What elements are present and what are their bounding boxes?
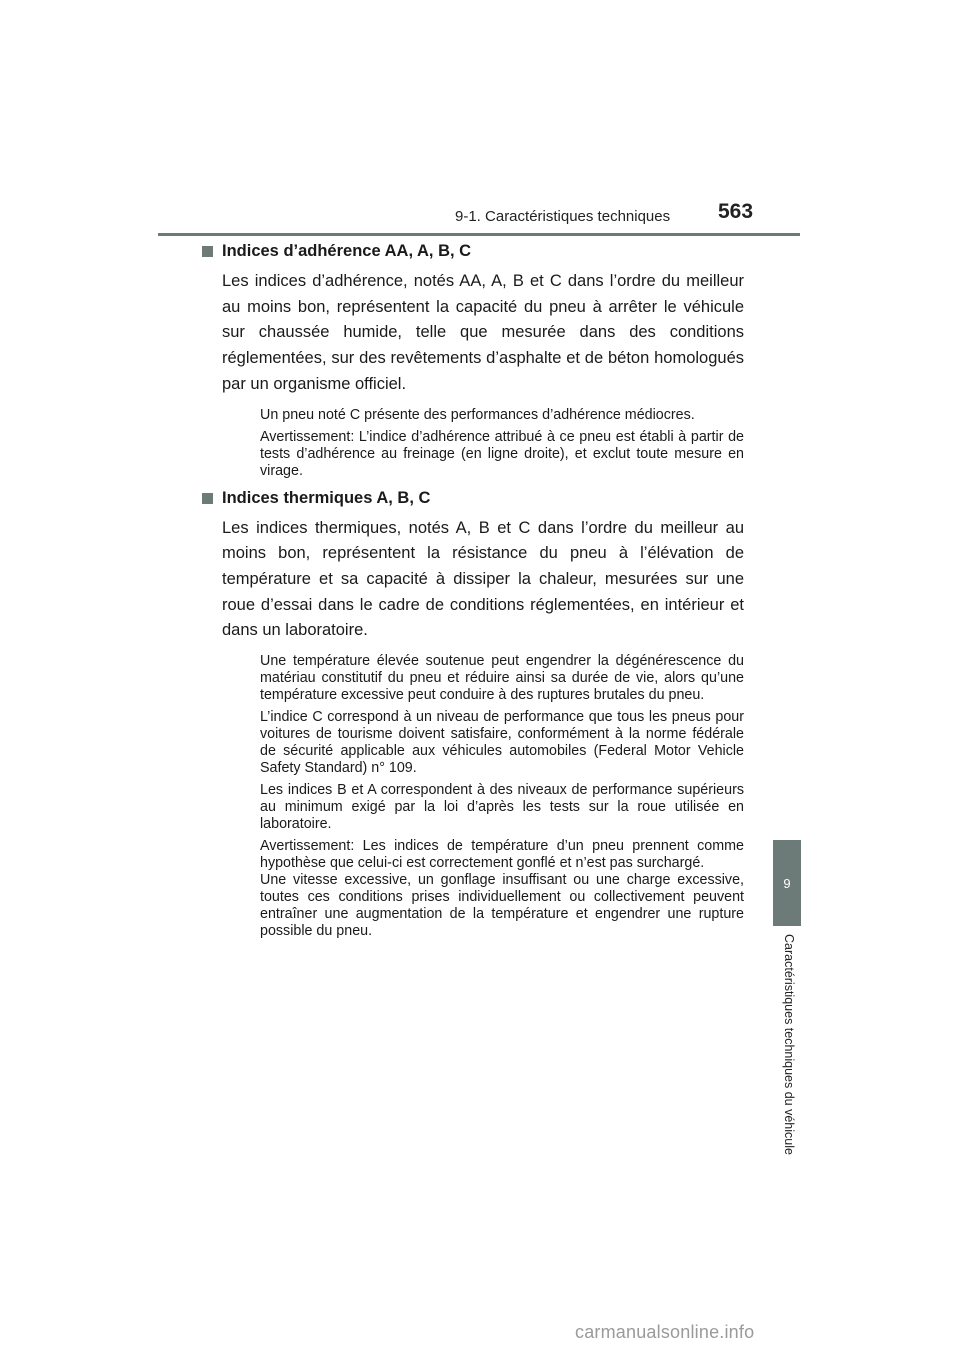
square-bullet-icon (202, 246, 213, 257)
note-item: Une température élevée soutenue peut engendrer la dégénérescence du matériau constitutif du pneu et réduire ainsi sa durée de vie, alors qu’une température excessive peut conduire à des ruptures brutales du pneu. (260, 653, 744, 704)
header-divider (158, 233, 800, 236)
section-paragraph: Les indices d’adhérence, notés AA, A, B et C dans l’ordre du meilleur au moins bon, représentent la capacité du pneu à arrêter le véhicule sur chaussée humide, telle que mesurée dans des conditions réglementées, sur des revêtements d’asphalte et de béton homologués par un organisme officiel. (222, 272, 744, 393)
section-heading-text: Indices thermiques A, B, C (222, 488, 431, 507)
note-item: Avertissement: Les indices de température d’un pneu prennent comme hypothèse que celui-ci est correctement gonflé et n’est pas surchargé. (260, 838, 744, 872)
page-content (222, 242, 744, 945)
section-traction-grades (222, 242, 744, 480)
note-item: L’indice C correspond à un niveau de performance que tous les pneus pour voitures de tourisme doivent satisfaire, conformément à la norme fédérale de sécurité applicable aux véhicules automobiles (Federal Motor Vehicle Safety Standard) n° 109. (260, 709, 744, 777)
chapter-title: Caractéristiques techniques du véhicule (782, 934, 796, 1155)
note-item: Les indices B et A correspondent à des niveaux de performance supérieurs au minimum exigé par la loi d’après les tests sur la roue utilisée en laboratoire. (260, 782, 744, 833)
chapter-tab (773, 840, 801, 926)
watermark: carmanualsonline.info (575, 1322, 755, 1342)
chapter-number: 9 (783, 875, 791, 891)
section-heading (202, 489, 744, 508)
note-item: Une vitesse excessive, un gonflage insuffisant ou une charge excessive, toutes ces conditions prises individuellement ou collectivement peuvent entraîner une augmentation de la température et engendrer une rupture possible du pneu. (260, 872, 744, 940)
note-item: Avertissement: L’indice d’adhérence attribué à ce pneu est établi à partir de tests d’adhérence au freinage (en ligne droite), et exclut toute mesure en virage. (260, 428, 744, 479)
section-heading (202, 242, 744, 261)
running-header-section: 9-1. Caractéristiques techniques (455, 208, 671, 225)
square-bullet-icon (202, 493, 213, 504)
section-temperature-grades (222, 489, 744, 941)
note-item: Un pneu noté C présente des performances d’adhérence médiocres. (260, 406, 695, 423)
section-paragraph: Les indices thermiques, notés A, B et C dans l’ordre du meilleur au moins bon, représentent la résistance du pneu à l’élévation de température et sa capacité à dissiper la chaleur, mesurées sur une roue d’essai dans le cadre de conditions réglementées, en intérieur et dans un laboratoire. (222, 518, 744, 640)
page-number: 563 (718, 200, 754, 223)
section-heading-text: Indices d’adhérence AA, A, B, C (222, 242, 472, 260)
